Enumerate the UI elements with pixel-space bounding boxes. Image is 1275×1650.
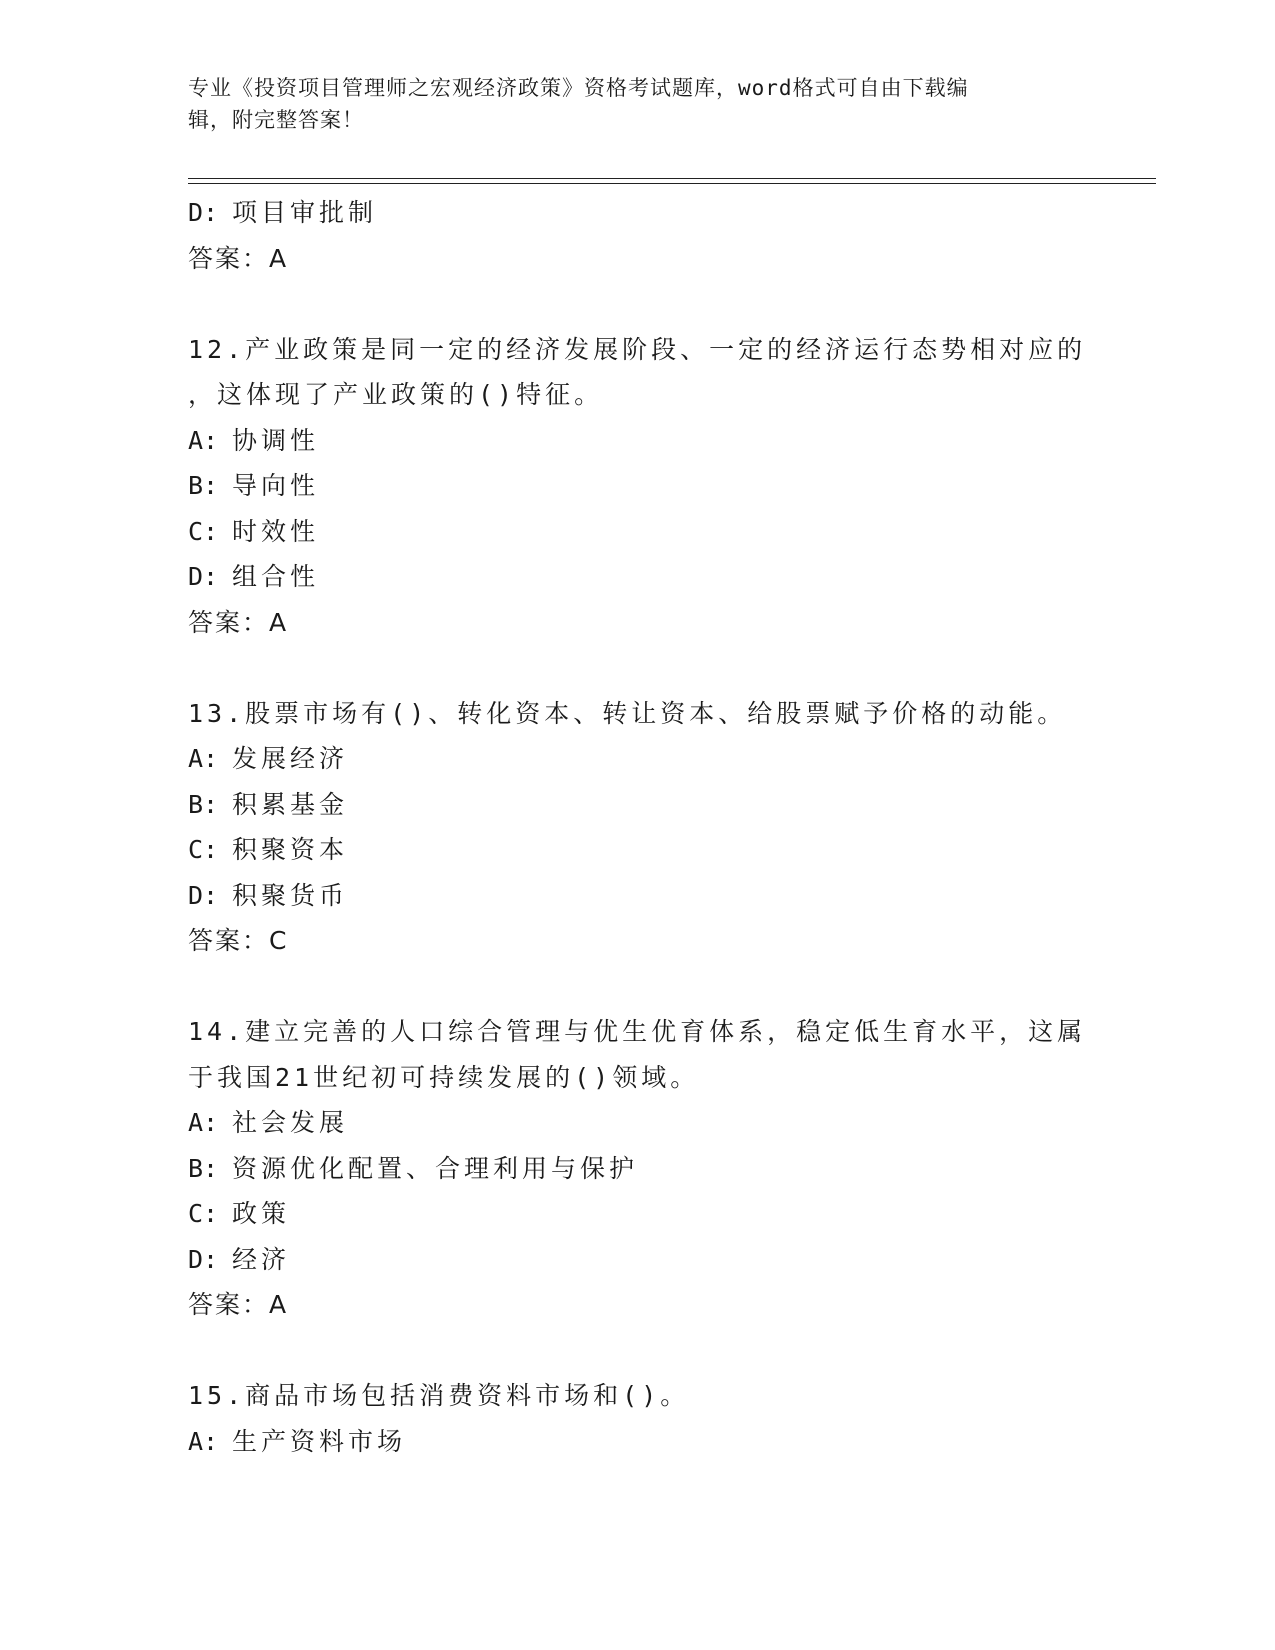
- header-line-1: 专业《投资项目管理师之宏观经济政策》资格考试题库，word格式可自由下载编: [188, 76, 969, 100]
- option-b: [188, 463, 1088, 509]
- question-14-stem-line-2: 于我国21世纪初可持续发展的()领域。: [188, 1062, 700, 1092]
- option-key: A:: [188, 425, 219, 455]
- option-text: 社会发展: [232, 1108, 349, 1137]
- option-text: 积累基金: [232, 789, 349, 819]
- option-text: 生产资料市场: [232, 1426, 407, 1456]
- document-header: [188, 72, 1068, 136]
- option-a: [188, 418, 1088, 464]
- option-key: D:: [188, 562, 219, 591]
- option-a: [188, 1419, 1088, 1465]
- option-c: [188, 827, 1088, 873]
- option-text: 导向性: [232, 471, 320, 500]
- option-text: 积聚货币: [232, 880, 349, 910]
- option-key: D:: [188, 198, 219, 227]
- option-c: [188, 1191, 1088, 1237]
- option-key: B:: [188, 789, 219, 819]
- header-rule-bottom: [188, 183, 1156, 184]
- question-13-stem-line-1: 13.股票市场有()、转化资本、转让资本、给股票赋予价格的动能。: [188, 698, 1067, 728]
- question-14-stem-line-1: 14.建立完善的人口综合管理与优生优育体系，稳定低生育水平，这属: [188, 1017, 1087, 1046]
- answer-line: 答案：A: [188, 607, 289, 637]
- option-key: B:: [188, 471, 219, 500]
- option-key: C:: [188, 1199, 219, 1228]
- answer-line: 答案：A: [188, 1290, 289, 1319]
- option-text: 积聚资本: [232, 835, 349, 864]
- option-b: [188, 782, 1088, 828]
- option-key: D:: [188, 1244, 219, 1274]
- question-12-stem-line-2: ，这体现了产业政策的()特征。: [188, 380, 604, 409]
- question-15-stem-line-1: 15.商品市场包括消费资料市场和()。: [188, 1381, 690, 1410]
- option-d: [188, 873, 1088, 919]
- header-line-2: 辑，附完整答案！: [188, 108, 364, 132]
- question-12-stem-line-1: 12.产业政策是同一定的经济发展阶段、一定的经济运行态势相对应的: [188, 334, 1087, 364]
- option-d: [188, 190, 1088, 236]
- answer-line: 答案：C: [188, 926, 289, 955]
- option-text: 资源优化配置、合理利用与保护: [232, 1153, 639, 1183]
- option-key: C:: [188, 516, 219, 546]
- option-a: [188, 736, 1088, 782]
- answer-line: 答案：A: [188, 243, 289, 273]
- option-key: B:: [188, 1153, 219, 1183]
- option-b: [188, 1146, 1088, 1192]
- option-key: A:: [188, 1108, 219, 1137]
- option-a: [188, 1100, 1088, 1146]
- option-text: 发展经济: [232, 744, 349, 773]
- option-d: [188, 554, 1088, 600]
- option-key: C:: [188, 835, 219, 864]
- option-text: 组合性: [232, 562, 320, 591]
- option-text: 项目审批制: [232, 198, 378, 227]
- option-text: 经济: [232, 1244, 291, 1274]
- option-text: 协调性: [232, 425, 320, 455]
- option-c: [188, 509, 1088, 555]
- option-key: D:: [188, 880, 219, 910]
- option-text: 政策: [232, 1199, 291, 1228]
- question-list: [188, 190, 1088, 1464]
- option-text: 时效性: [232, 516, 320, 546]
- option-key: A:: [188, 744, 219, 773]
- header-rule-top: [188, 178, 1156, 179]
- option-d: [188, 1237, 1088, 1283]
- option-key: A:: [188, 1426, 219, 1456]
